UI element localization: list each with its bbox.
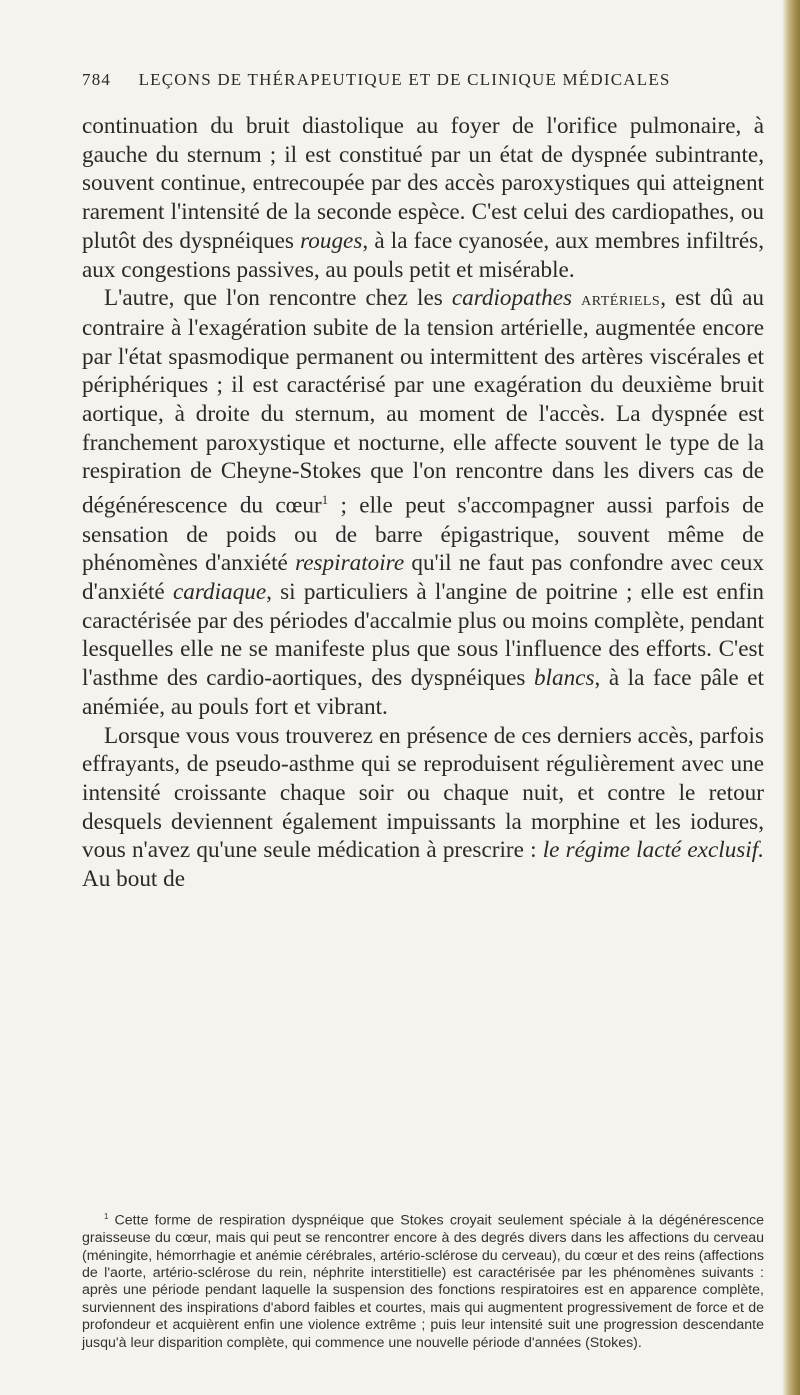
paragraph-2-text-d: qu'il ne faut pas confondre avec ceux d'anxiété (82, 550, 764, 605)
paragraph-2 (82, 284, 764, 721)
paragraph-2-text-b: , est dû au contraire à l'exagération subite de la tension artérielle, augmentée encore par l'état spasmodique permanent ou intermittent des artères viscérales et périphériques ; il est caractérisé par une exagération du deuxième bruit aortique, à droite du sternum, au moment de l'accès. La dyspnée est franchement paroxystique et nocturne, elle affecte souvent le type de la respiration de Cheyne-Stokes que l'on rencontre dans les divers cas de dégénérescence du cœur (82, 285, 764, 519)
italic-rouges: rouges (300, 227, 363, 254)
italic-regime-lacte: le régime lacté exclusif. (542, 837, 764, 864)
footnote (82, 1208, 764, 1352)
footnote-marker: 1 (104, 1212, 109, 1221)
paragraph-1-text: continuation du bruit diastolique au foyer de l'orifice pulmonaire, à gauche du sternum ; il est constitué par un état de dyspnée subintrante, souvent continue, entrecoupée par des accès paroxystiques qui atteignent rarement l'intensité de la seconde espèce. C'est celui des cardiopathes, ou plutôt des dyspnéiques (82, 113, 764, 254)
paragraph-2-text-f: , à la face pâle et anémiée, au pouls fort et vibrant. (82, 665, 764, 720)
page-number: 784 (82, 70, 112, 89)
italic-cardiaque: cardiaque (172, 578, 267, 605)
paragraph-2-text-e: , si particuliers à l'angine de poitrine ; elle est enfin caractérisée par des périodes d'accalmie plus ou moins complète, pendant lesquelles elle ne se manifeste plus que sous l'influence des efforts. C'est l'asthme des cardio-aortiques, des dyspnéiques (82, 578, 764, 692)
paragraph-3-text-a: Lorsque vous vous trouverez en présence de ces derniers accès, parfois effrayants, de pseudo-asthme qui se reproduisent régulièrement avec une intensité croissante chaque soir ou chaque nuit, et contre le retour desquels deviennent également impuissants la morphine et les iodures, vous n'avez qu'une seule médication à prescrire : (82, 722, 764, 864)
body-text (82, 112, 764, 894)
paragraph-2-text-a: L'autre, que l'on rencontre chez les (104, 285, 452, 312)
paragraph-1 (82, 112, 764, 284)
running-title: LEÇONS DE THÉRAPEUTIQUE ET DE CLINIQUE MÉDICALES (138, 70, 671, 89)
italic-respiratoire: respiratoire (295, 550, 405, 577)
footnote-reference: 1 (321, 493, 329, 508)
italic-blancs: blancs (533, 665, 595, 692)
footnote-text: Cette forme de respiration dyspnéique que Stokes croyait seulement spéciale à la dégénérescence graisseuse du cœur, mais qui peut se rencontrer encore à des degrés divers dans les affections du cerveau (méningite, hémorrhagie et anémie cérébrales, artério-sclérose du cerveau), du cœur et des reins (affections de l'aorte, artério-sclérose du rein, néphrite interstitielle) est caractérisée par les phénomènes suivants : après une période pendant laquelle la suspension des fonctions respiratoires est en apparence complète, surviennent des inspirations d'abord faibles et courtes, mais qui augmentent progressivement de force et de profondeur et acquièrent enfin une violence extrême ; puis leur intensité suit une progression descendante jusqu'à leur disparition complète, qui commence une nouvelle période d'années (Stokes). (82, 1212, 764, 1351)
paragraph-3 (82, 722, 764, 894)
paragraph-1-end: , à la face cyanosée, aux membres infiltrés, aux congestions passives, au pouls petit et misérable. (82, 227, 764, 283)
running-header (82, 70, 762, 90)
paragraph-2-text-c: ; elle peut s'accompagner aussi parfois de sensation de poids ou de barre épigastrique, souvent même de phénomènes d'anxiété (82, 492, 764, 577)
paragraph-3-text-b: Au bout de (82, 866, 186, 893)
italic-cardiopathes: cardiopathes (451, 285, 573, 312)
smallcaps-arteriels: artériels (581, 288, 661, 311)
page-edge (782, 0, 800, 1395)
